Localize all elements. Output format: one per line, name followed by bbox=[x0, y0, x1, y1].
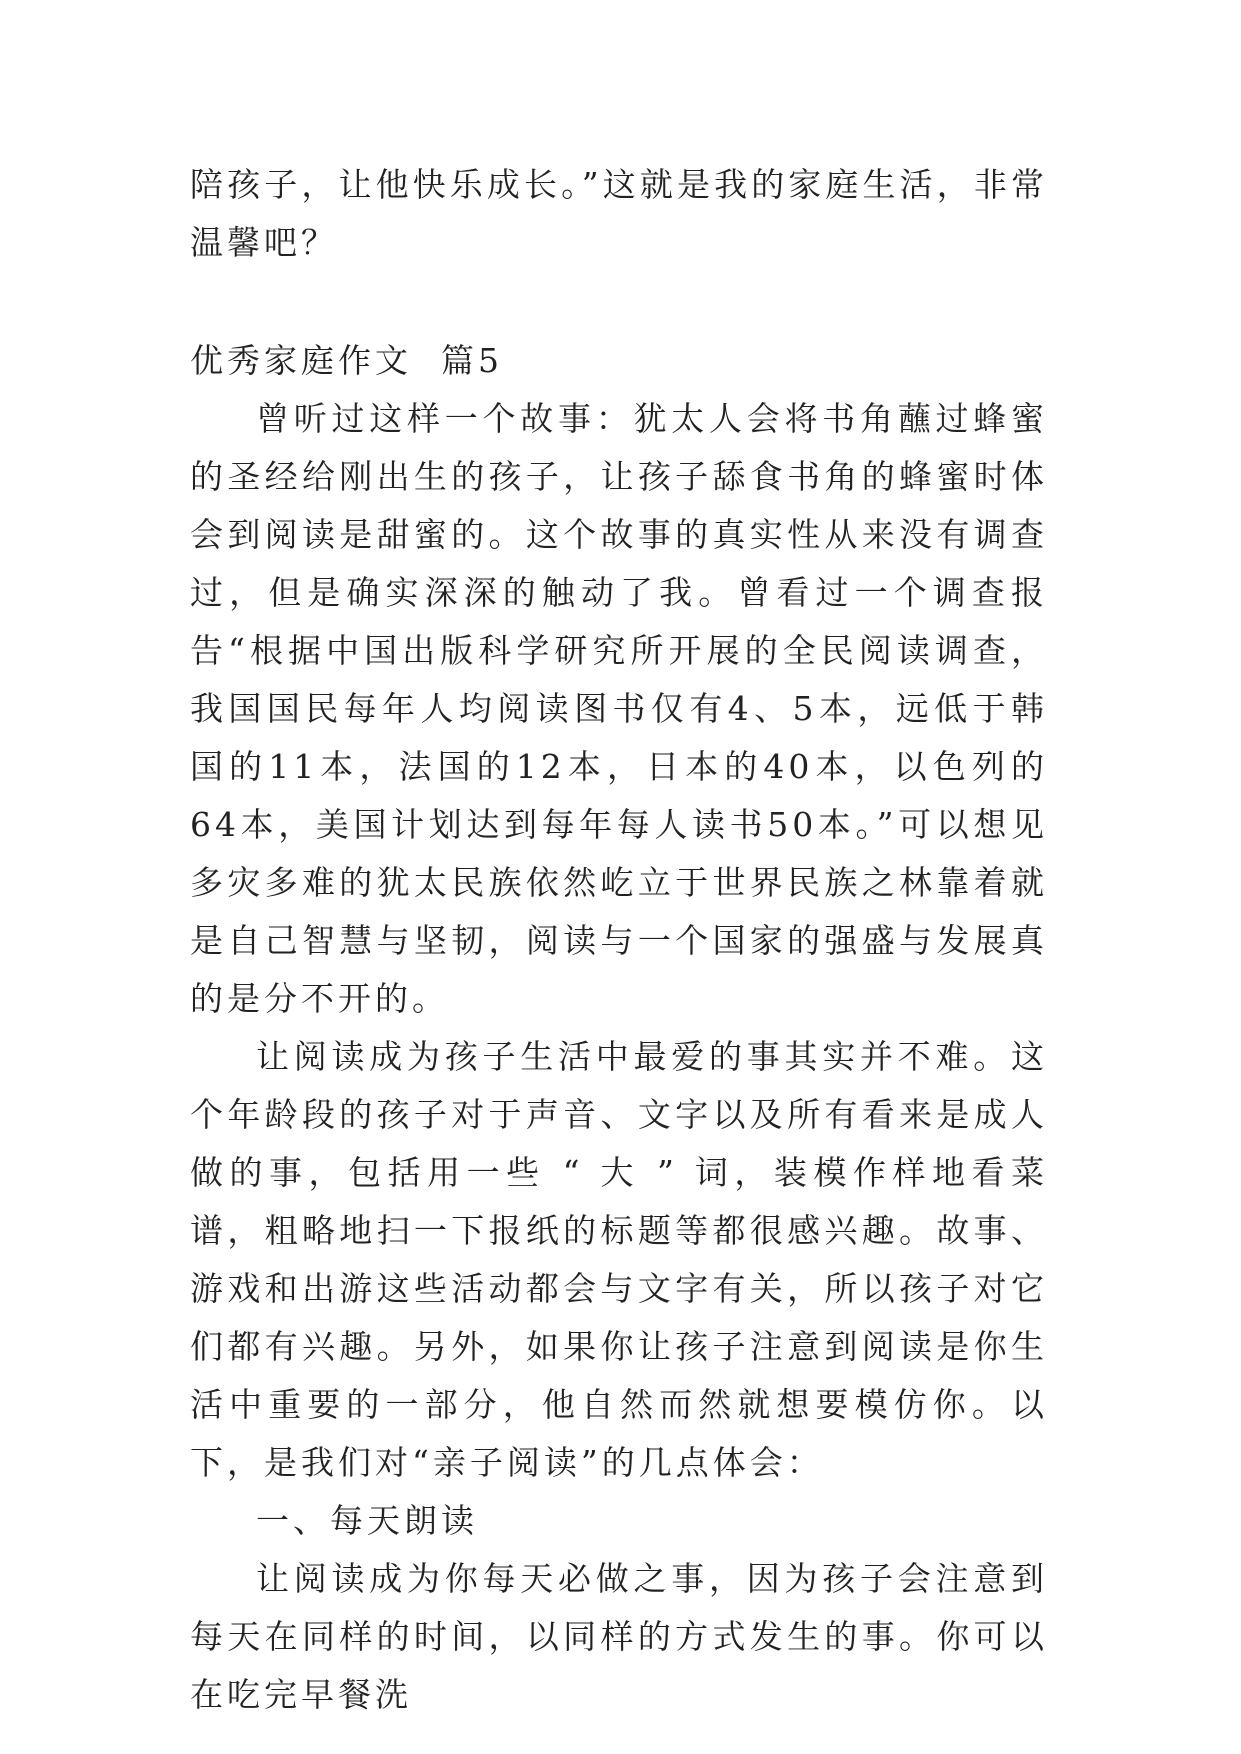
section-heading bbox=[190, 332, 1048, 390]
paragraph-continuation: 陪孩子，让他快乐成长。”这就是我的家庭生活，非常温馨吧？ bbox=[190, 165, 1048, 262]
subheading-daily-reading: 一、每天朗读 bbox=[256, 1501, 478, 1540]
paragraph-daily-reading: 让阅读成为你每天必做之事，因为孩子会注意到每天在同样的时间，以同样的方式发生的事。你可以在吃完早餐洗 bbox=[190, 1559, 1048, 1714]
previous-paragraph bbox=[190, 156, 1048, 272]
heading-text: 优秀家庭作文 篇5 bbox=[190, 341, 503, 380]
paragraph-reading-interest: 让阅读成为孩子生活中最爱的事其实并不难。这个年龄段的孩子对于声音、文字以及所有看来是成人做的事，包括用一些 “ 大 ” 词，装模作样地看菜谱，粗略地扫一下报纸的标题等都很感兴趣。故事、游戏和出游这些活动都会与文字有关，所以孩子对它们都有兴趣。另外，如果你让孩子注意到阅读是你生活中重要的一部分，他自然而然就想要模仿你。以下，是我们对“亲子阅读”的几点体会： bbox=[190, 1037, 1048, 1482]
article-body bbox=[190, 390, 1048, 1724]
paragraph-story: 曾听过这样一个故事：犹太人会将书角蘸过蜂蜜的圣经给刚出生的孩子，让孩子舔食书角的蜂蜜时体会到阅读是甜蜜的。这个故事的真实性从来没有调查过，但是确实深深的触动了我。曾看过一个调查报告“根据中国出版科学研究所开展的全民阅读调查，我国国民每年人均阅读图书仅有4、5本，远低于韩国的11本，法国的12本，日本的40本，以色列的64本，美国计划达到每年每人读书50本。”可以想见多灾多难的犹太民族依然屹立于世界民族之林靠着就是自己智慧与坚韧，阅读与一个国家的强盛与发展真的是分不开的。 bbox=[190, 399, 1048, 1018]
